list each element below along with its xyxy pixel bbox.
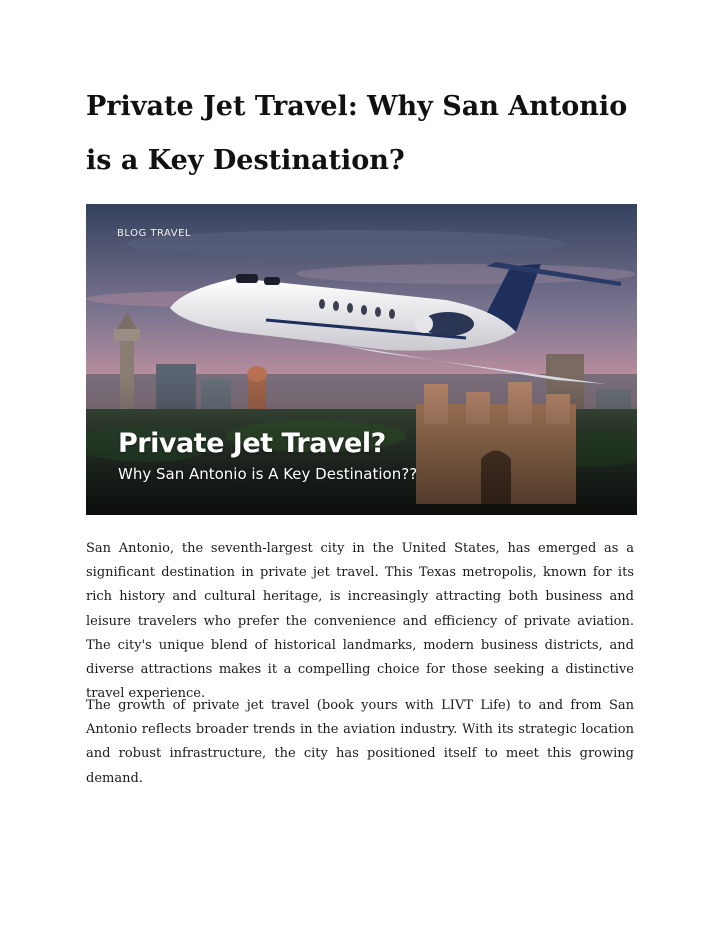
article-title: Private Jet Travel: Why San Antonio is a Key Destination? bbox=[86, 91, 628, 176]
hero-overlay-title: Private Jet Travel? bbox=[118, 428, 386, 459]
paragraph-2: The growth of private jet travel (book yours with LIVT Life) to and from San Antonio reflects broader trends in the aviation industry. With its strategic location and robust infrastructure, the city has positioned itself to meet this growing demand. bbox=[86, 698, 634, 786]
hero-overlay-subtitle: Why San Antonio is A Key Destination?? bbox=[118, 465, 418, 483]
hero-image bbox=[86, 204, 637, 515]
hero-tag: BLOG TRAVEL bbox=[117, 228, 191, 239]
paragraph-1: San Antonio, the seventh-largest city in the United States, has emerged as a significant destination in private jet travel. This Texas metropolis, known for its rich history and cultural heritage, is increasingly attracting both business and leisure travelers who prefer the convenience and efficiency of private aviation. The city's unique blend of historical landmarks, modern business districts, and diverse attractions makes it a compelling choice for those seeking a distinctive travel experience. bbox=[86, 541, 634, 702]
